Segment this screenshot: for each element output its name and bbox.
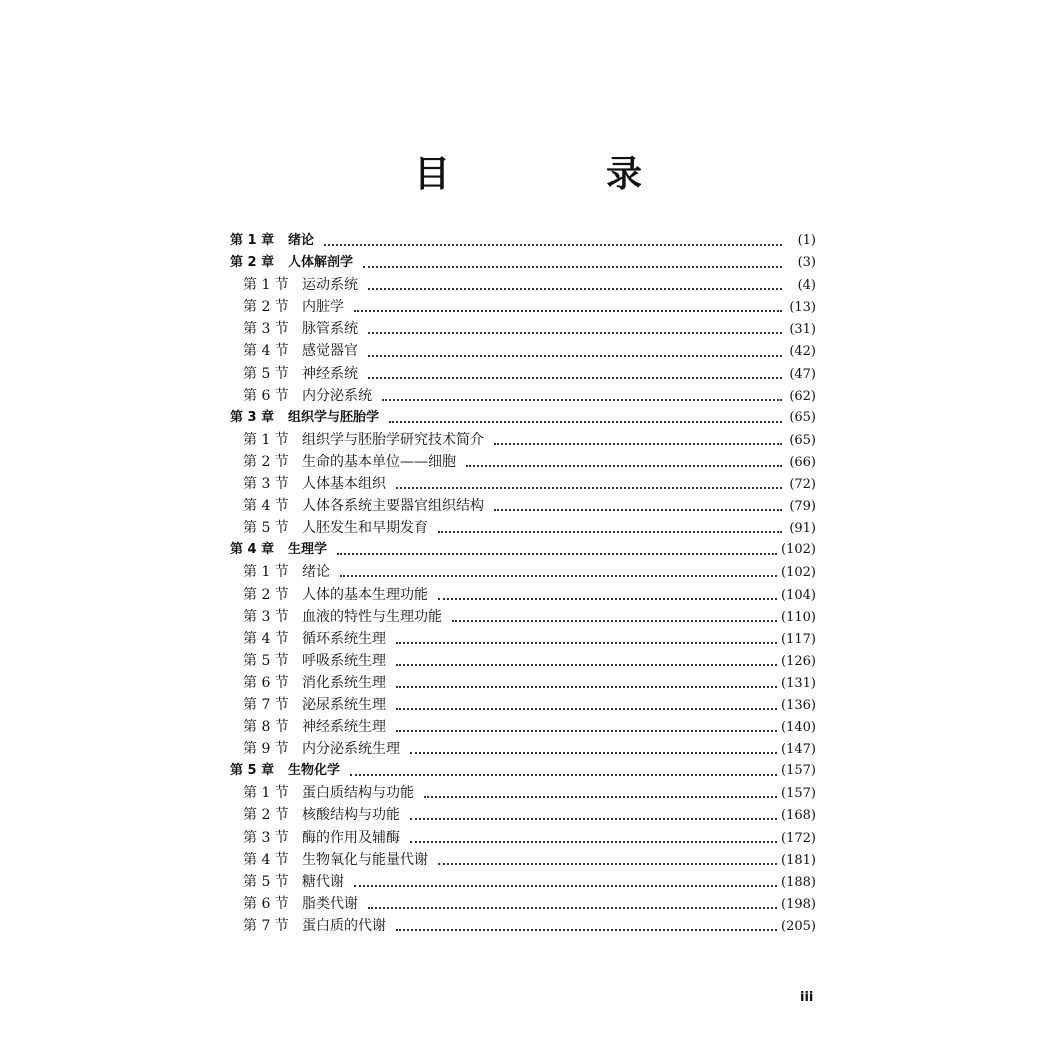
dot-leader (396, 479, 782, 489)
dot-leader (396, 656, 777, 666)
toc-chapter-entry (230, 407, 816, 429)
section-title: 循环系统生理 (302, 630, 386, 647)
section-title: 内分泌系统 (302, 387, 372, 404)
page-ref: (65) (789, 409, 816, 425)
dot-leader (354, 877, 777, 887)
toc-section-entry (230, 849, 816, 871)
dot-leader (396, 700, 777, 710)
section-title: 神经系统生理 (302, 719, 386, 736)
page-ref: (147) (781, 742, 816, 758)
dot-leader (396, 722, 777, 732)
section-number: 第 3 节 (243, 321, 289, 338)
section-title: 组织学与胚胎学研究技术简介 (302, 431, 484, 448)
section-title: 生物氧化与能量代谢 (302, 851, 428, 868)
toc-section-entry (230, 827, 816, 849)
chapter-number: 第 3 章 (230, 409, 275, 425)
chapter-title: 人体解剖学 (288, 255, 354, 271)
section-title: 生命的基本单位——细胞 (302, 453, 456, 470)
dot-leader (410, 744, 777, 754)
section-number: 第 5 节 (243, 520, 289, 537)
chapter-title: 组织学与胚胎学 (288, 409, 380, 425)
section-number: 第 4 节 (243, 630, 289, 647)
chapter-title: 绪论 (288, 233, 315, 248)
section-number: 第 6 节 (243, 387, 289, 404)
dot-leader (438, 590, 777, 600)
section-number: 第 1 节 (243, 564, 289, 581)
section-number: 第 1 节 (243, 785, 289, 802)
section-number: 第 6 节 (243, 674, 289, 691)
dot-leader (424, 788, 777, 798)
toc-section-entry (230, 716, 816, 738)
section-title: 人体的基本生理功能 (302, 586, 428, 603)
section-number: 第 6 节 (243, 895, 289, 912)
toc-section-entry (230, 584, 816, 606)
page-ref: (91) (789, 521, 816, 537)
toc-section-entry (230, 561, 816, 583)
toc-section-entry (230, 385, 816, 407)
toc-section-entry (230, 893, 816, 915)
section-number: 第 3 节 (243, 476, 289, 493)
dot-leader (438, 855, 777, 865)
toc-section-entry (230, 804, 816, 826)
toc-chapter-entry (230, 539, 816, 561)
section-title: 糖代谢 (302, 873, 344, 890)
section-number: 第 1 节 (243, 277, 289, 294)
toc-section-entry (230, 650, 816, 672)
section-number: 第 3 节 (243, 829, 289, 846)
dot-leader (494, 501, 782, 511)
section-number: 第 8 节 (243, 719, 289, 736)
toc-chapter-entry (230, 252, 816, 274)
page-ref: (66) (789, 454, 816, 470)
page-title: 目 录 (413, 154, 702, 195)
section-title: 酶的作用及辅酶 (302, 829, 400, 846)
dot-leader (368, 280, 782, 290)
page-ref: (65) (789, 432, 816, 448)
page-ref: (110) (781, 609, 816, 625)
dot-leader (494, 435, 782, 445)
chapter-number: 第 5 章 (230, 763, 275, 779)
section-number: 第 4 节 (243, 498, 289, 515)
page-ref: (157) (781, 786, 816, 802)
section-number: 第 9 节 (243, 741, 289, 758)
table-of-contents (230, 230, 816, 937)
section-title: 神经系统 (302, 365, 358, 382)
page-ref: (3) (797, 255, 816, 271)
section-number: 第 4 节 (243, 343, 289, 360)
dot-leader (340, 567, 777, 577)
dot-leader (396, 921, 777, 931)
dot-leader (396, 634, 777, 644)
toc-section-entry (230, 473, 816, 495)
section-title: 蛋白质结构与功能 (302, 785, 414, 802)
dot-leader (466, 457, 782, 467)
page-ref: (181) (781, 852, 816, 868)
section-number: 第 2 节 (243, 299, 289, 316)
section-title: 消化系统生理 (302, 674, 386, 691)
toc-section-entry (230, 274, 816, 296)
dot-leader (438, 523, 782, 533)
section-title: 感觉器官 (302, 343, 358, 360)
dot-leader (368, 369, 782, 379)
toc-section-entry (230, 606, 816, 628)
dot-leader (354, 302, 782, 312)
dot-leader (350, 766, 777, 776)
toc-section-entry (230, 429, 816, 451)
toc-section-entry (230, 738, 816, 760)
page-ref: (72) (789, 477, 816, 493)
page-ref: (172) (781, 830, 816, 846)
section-title: 泌尿系统生理 (302, 696, 386, 713)
section-title: 蛋白质的代谢 (302, 917, 386, 934)
toc-section-entry (230, 871, 816, 893)
page-number: iii (800, 990, 814, 1005)
dot-leader (363, 258, 782, 268)
chapter-number: 第 2 章 (230, 255, 275, 271)
section-title: 内脏学 (302, 299, 344, 316)
chapter-number: 第 4 章 (230, 542, 275, 558)
toc-section-entry (230, 363, 816, 385)
section-title: 内分泌系统生理 (302, 741, 400, 758)
toc-section-entry (230, 694, 816, 716)
dot-leader (396, 678, 777, 688)
page-ref: (136) (781, 697, 816, 713)
dot-leader (368, 324, 782, 334)
section-title: 核酸结构与功能 (302, 807, 400, 824)
section-number: 第 2 节 (243, 807, 289, 824)
section-title: 运动系统 (302, 277, 358, 294)
dot-leader (368, 899, 777, 909)
section-title: 脉管系统 (302, 321, 358, 338)
section-number: 第 1 节 (243, 431, 289, 448)
section-title: 人体各系统主要器官组织结构 (302, 498, 484, 515)
toc-section-entry (230, 672, 816, 694)
page-ref: (131) (781, 675, 816, 691)
page-ref: (140) (781, 720, 816, 736)
section-number: 第 2 节 (243, 453, 289, 470)
chapter-number: 第 1 章 (230, 233, 275, 248)
toc-section-entry (230, 451, 816, 473)
page-ref: (31) (789, 322, 816, 338)
toc-section-entry (230, 318, 816, 340)
dot-leader (337, 545, 777, 555)
section-title: 呼吸系统生理 (302, 652, 386, 669)
page-ref: (188) (781, 874, 816, 890)
page-ref: (62) (789, 388, 816, 404)
page-ref: (198) (781, 896, 816, 912)
toc-section-entry (230, 340, 816, 362)
section-number: 第 5 节 (243, 652, 289, 669)
section-number: 第 7 节 (243, 917, 289, 934)
dot-leader (368, 347, 782, 357)
page-ref: (157) (781, 763, 816, 779)
section-number: 第 5 节 (243, 365, 289, 382)
dot-leader (410, 810, 777, 820)
section-title: 绪论 (302, 564, 330, 581)
page-ref: (4) (797, 278, 816, 294)
page-ref: (13) (789, 300, 816, 316)
page-ref: (205) (781, 918, 816, 934)
page-ref: (126) (781, 653, 816, 669)
toc-section-entry (230, 495, 816, 517)
section-title: 脂类代谢 (302, 895, 358, 912)
chapter-title: 生理学 (288, 542, 328, 558)
dot-leader (324, 236, 782, 246)
dot-leader (410, 833, 777, 843)
section-number: 第 7 节 (243, 696, 289, 713)
toc-section-entry (230, 915, 816, 937)
section-title: 血液的特性与生理功能 (302, 608, 442, 625)
dot-leader (382, 391, 782, 401)
toc-section-entry (230, 296, 816, 318)
chapter-title: 生物化学 (288, 763, 341, 779)
page-ref: (47) (789, 366, 816, 382)
dot-leader (452, 612, 777, 622)
page-ref: (102) (781, 565, 816, 581)
page-ref: (168) (781, 808, 816, 824)
section-number: 第 4 节 (243, 851, 289, 868)
section-title: 人胚发生和早期发育 (302, 520, 428, 537)
toc-section-entry (230, 782, 816, 804)
page-ref: (79) (789, 499, 816, 515)
toc-chapter-entry (230, 230, 816, 252)
page-ref: (1) (797, 233, 816, 248)
section-number: 第 3 节 (243, 608, 289, 625)
section-number: 第 5 节 (243, 873, 289, 890)
toc-section-entry (230, 517, 816, 539)
toc-chapter-entry (230, 760, 816, 782)
dot-leader (389, 413, 782, 423)
page-ref: (104) (781, 587, 816, 603)
page-ref: (117) (781, 631, 816, 647)
section-number: 第 2 节 (243, 586, 289, 603)
toc-section-entry (230, 628, 816, 650)
page-ref: (102) (781, 542, 816, 558)
page-ref: (42) (789, 344, 816, 360)
section-title: 人体基本组织 (302, 476, 386, 493)
